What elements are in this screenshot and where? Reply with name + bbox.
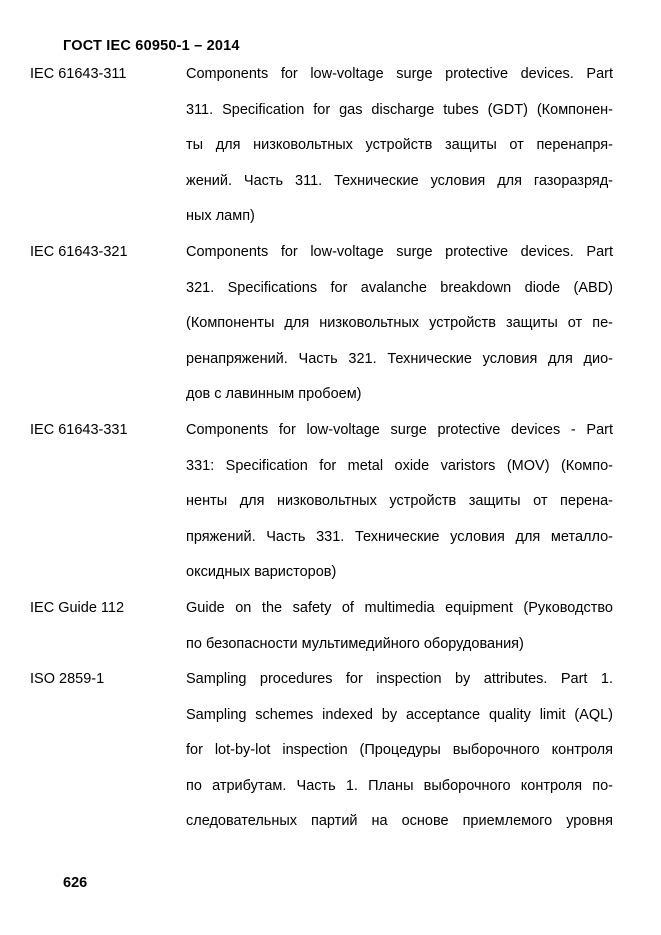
- description-line: следовательных партий на основе приемлемого уровня: [186, 813, 613, 830]
- description-line: Components for low-voltage surge protective devices. Part: [186, 66, 613, 82]
- reference-code: IEC Guide 112: [30, 599, 125, 616]
- reference-code: IEC 61643-311: [30, 66, 127, 82]
- description-line: 331: Specification for metal oxide varistors (MOV) (Компо-: [186, 457, 613, 474]
- description-line: ренапряжений. Часть 321. Технические условия для дио-: [186, 350, 613, 367]
- description-line: Guide on the safety of multimedia equipment (Руководство: [186, 599, 613, 616]
- reference-entry: [30, 235, 613, 413]
- description-line: 311. Specification for gas discharge tubes (GDT) (Компонен-: [186, 101, 613, 118]
- description-line: Components for low-voltage surge protective devices - Part: [186, 421, 613, 438]
- description-line: оксидных варисторов): [186, 564, 337, 581]
- reference-description: [186, 57, 613, 235]
- reference-description: [186, 662, 613, 840]
- normative-references-list: [30, 57, 613, 840]
- description-line: ты для низковольтных устройств защиты от перенапря-: [186, 137, 613, 154]
- description-line: по безопасности мультимедийного оборудования): [186, 635, 524, 652]
- description-line: жений. Часть 311. Технические условия для газоразряд-: [186, 172, 613, 189]
- reference-entry: [30, 662, 613, 840]
- description-line: Sampling schemes indexed by acceptance quality limit (AQL): [186, 706, 613, 723]
- description-line: дов с лавинным пробоем): [186, 386, 362, 403]
- description-line: Components for low-voltage surge protective devices. Part: [186, 243, 613, 260]
- description-line: пряжений. Часть 331. Технические условия для металло-: [186, 528, 613, 545]
- description-line: for lot-by-lot inspection (Процедуры выборочного контроля: [186, 742, 613, 759]
- description-line: Sampling procedures for inspection by attributes. Part 1.: [186, 671, 613, 688]
- description-line: по атрибутам. Часть 1. Планы выборочного контроля по-: [186, 777, 613, 794]
- description-line: ных ламп): [186, 208, 255, 225]
- description-line: ненты для низковольтных устройств защиты от перена-: [186, 493, 613, 510]
- reference-code: IEC 61643-331: [30, 421, 128, 438]
- reference-code: ISO 2859-1: [30, 671, 105, 688]
- reference-description: [186, 591, 613, 662]
- reference-description: [186, 235, 613, 413]
- document-header: ГОСТ IEC 60950-1 – 2014: [63, 38, 240, 54]
- reference-description: [186, 413, 613, 591]
- page-number: 626: [63, 875, 88, 891]
- reference-code: IEC 61643-321: [30, 243, 128, 260]
- reference-entry: [30, 57, 613, 235]
- description-line: 321. Specifications for avalanche breakdown diode (ABD): [186, 279, 613, 296]
- description-line: (Компоненты для низковольтных устройств защиты от пе-: [186, 315, 613, 332]
- reference-entry: [30, 413, 613, 591]
- reference-entry: [30, 591, 613, 662]
